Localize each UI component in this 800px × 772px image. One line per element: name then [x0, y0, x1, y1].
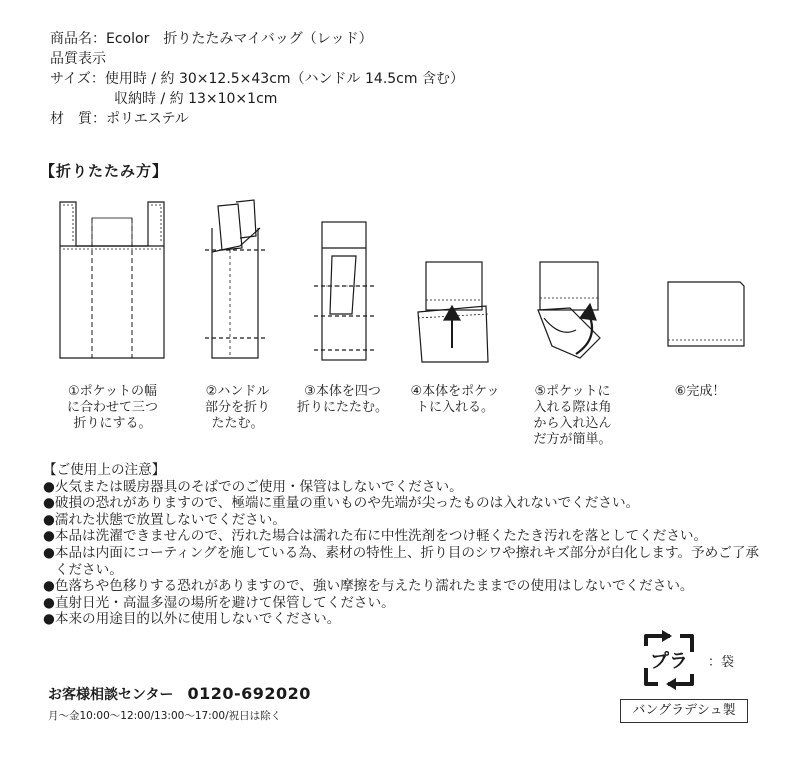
step1-caption: ①ポケットの幅 に合わせて三つ 折りにする。 — [66, 384, 158, 431]
step1-bag-icon — [60, 202, 164, 358]
contact-hours: 月～金10:00～12:00/13:00～17:00/祝日は除く — [48, 710, 282, 722]
quality-label: 品質表示 — [50, 51, 106, 67]
step4-insert-into-pocket-icon — [418, 262, 488, 362]
contact-phone: 0120-692020 — [187, 684, 311, 703]
size-in-use: 使用時 / 約 30×12.5×43cm（ハンドル 14.5cm 含む） — [104, 71, 464, 87]
step6-caption: ⑥完成！ — [674, 384, 726, 399]
material-key: 材 質： — [50, 111, 106, 127]
pla-recycle-icon — [636, 630, 706, 690]
step5-caption: ⑤ポケットに 入れる際は角 から入れ込ん だ方が簡単。 — [533, 384, 612, 447]
list-item: ● 破損の恐れがありますので、極端に重量の重いものや先端が尖ったものは入れないでください。 — [43, 495, 640, 512]
recycle-label: ：袋 — [708, 655, 735, 670]
origin-label: バングラデシュ製 — [620, 699, 748, 723]
spec-block — [50, 29, 464, 129]
folding-title: 【折りたたみ方】 — [40, 162, 169, 180]
list-item: ● 色落ちや色移りする恐れがありますので、強い摩擦を与えたり濡れたままでの使用はしないでください。 — [43, 578, 694, 595]
size-key: サイズ： — [50, 71, 105, 87]
step3-caption: ③本体を四つ 折りにたたむ。 — [296, 384, 388, 415]
step2-caption: ②ハンドル 部分を折り たたむ。 — [204, 384, 270, 431]
list-item: ● 本品は内面にコーティングを施している為、素材の特性上、折り目のシワや擦れキズ部分が白化します。予めご了承ください。 — [43, 544, 760, 578]
product-name-key: 商品名： — [50, 31, 106, 47]
customer-center — [48, 684, 311, 723]
step5-corner-insert-icon — [538, 262, 600, 358]
contact-label: お客様相談センター — [48, 687, 174, 703]
list-item: ● 本品は洗濯できませんので、汚れた場合は濡れた布に中性洗剤をつけ軽くたたき汚れを落としてください。 — [43, 528, 708, 545]
usage-notes — [43, 462, 763, 628]
step6-completed-pouch-icon — [668, 282, 744, 346]
folding-diagrams — [40, 188, 780, 368]
product-name-value: Ecolor 折りたたみマイバッグ（レッド） — [106, 31, 373, 47]
list-item: ● 直射日光・高温多湿の場所を避けて保管してください。 — [43, 594, 395, 611]
step4-caption: ④本体をポケッ トに入れる。 — [410, 384, 500, 415]
folding-steps — [40, 188, 780, 453]
step2-folded-bag-icon — [205, 200, 268, 358]
material-value: ポリエステル — [106, 111, 189, 127]
step3-quartered-bag-icon — [314, 222, 374, 360]
list-item: ● 濡れた状態で放置しないでください。 — [43, 511, 286, 528]
notes-title: 【ご使用上の注意】 — [43, 462, 166, 478]
list-item: ● 本来の用途目的以外に使用しないでください。 — [43, 611, 341, 628]
list-item: ● 火気または暖房器具のそばでのご使用・保管はしないでください。 — [43, 478, 463, 495]
pla-mark-text: プラ — [649, 650, 689, 672]
size-stored: 収納時 / 約 13×10×1cm — [114, 91, 278, 107]
